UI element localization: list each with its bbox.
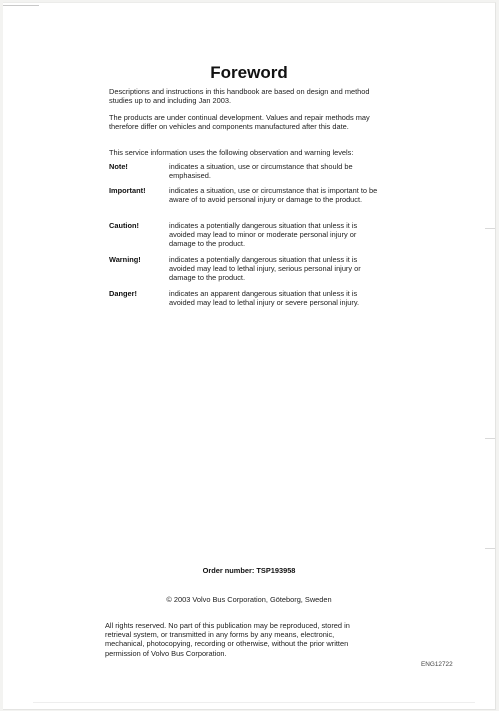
document-id: ENG12722 xyxy=(421,661,453,668)
definition-term: Important! xyxy=(109,186,146,195)
edge-mark xyxy=(485,548,495,549)
definition-term: Danger! xyxy=(109,289,137,298)
order-number: Order number: TSP193958 xyxy=(202,566,296,575)
top-rule xyxy=(3,5,39,6)
definition-term: Warning! xyxy=(109,255,141,264)
definition-text: indicates a situation, use or circumstance that should be emphasised. xyxy=(169,162,353,181)
definition-text: indicates a potentially dangerous situation that unless it is avoided may lead to lethal injury, serious personal injury or damage to the product. xyxy=(169,255,361,283)
bottom-rule xyxy=(33,702,475,703)
definition-text: indicates a situation, use or circumstance that is important to be aware of to avoid personal injury or damage to the product. xyxy=(169,186,378,205)
page-title: Foreword xyxy=(210,63,288,82)
definition-term: Note! xyxy=(109,162,128,171)
definition-term: Caution! xyxy=(109,221,139,230)
document-page xyxy=(3,2,496,710)
edge-mark xyxy=(485,438,495,439)
copyright-line: © 2003 Volvo Bus Corporation, Göteborg, Sweden xyxy=(166,595,332,604)
rights-notice: All rights reserved. No part of this publication may be reproduced, stored in retrieval system, or transmitted in any forms by any means, electronic, mechanical, photocopying, recording or otherwise, without the prior written permission of Volvo Bus Corporation. xyxy=(105,621,350,658)
products-paragraph: The products are under continual development. Values and repair methods may therefore differ on vehicles and components manufactured after this date. xyxy=(109,113,370,132)
intro-paragraph: Descriptions and instructions in this handbook are based on design and method studies up to and including Jan 2003. xyxy=(109,87,370,106)
definition-text: indicates a potentially dangerous situation that unless it is avoided may lead to minor or moderate personal injury or damage to the product. xyxy=(169,221,358,249)
edge-mark xyxy=(485,228,495,229)
definition-text: indicates an apparent dangerous situation that unless it is avoided may lead to lethal injury or severe personal injury. xyxy=(169,289,360,308)
levels-intro-paragraph: This service information uses the following observation and warning levels: xyxy=(109,148,354,157)
